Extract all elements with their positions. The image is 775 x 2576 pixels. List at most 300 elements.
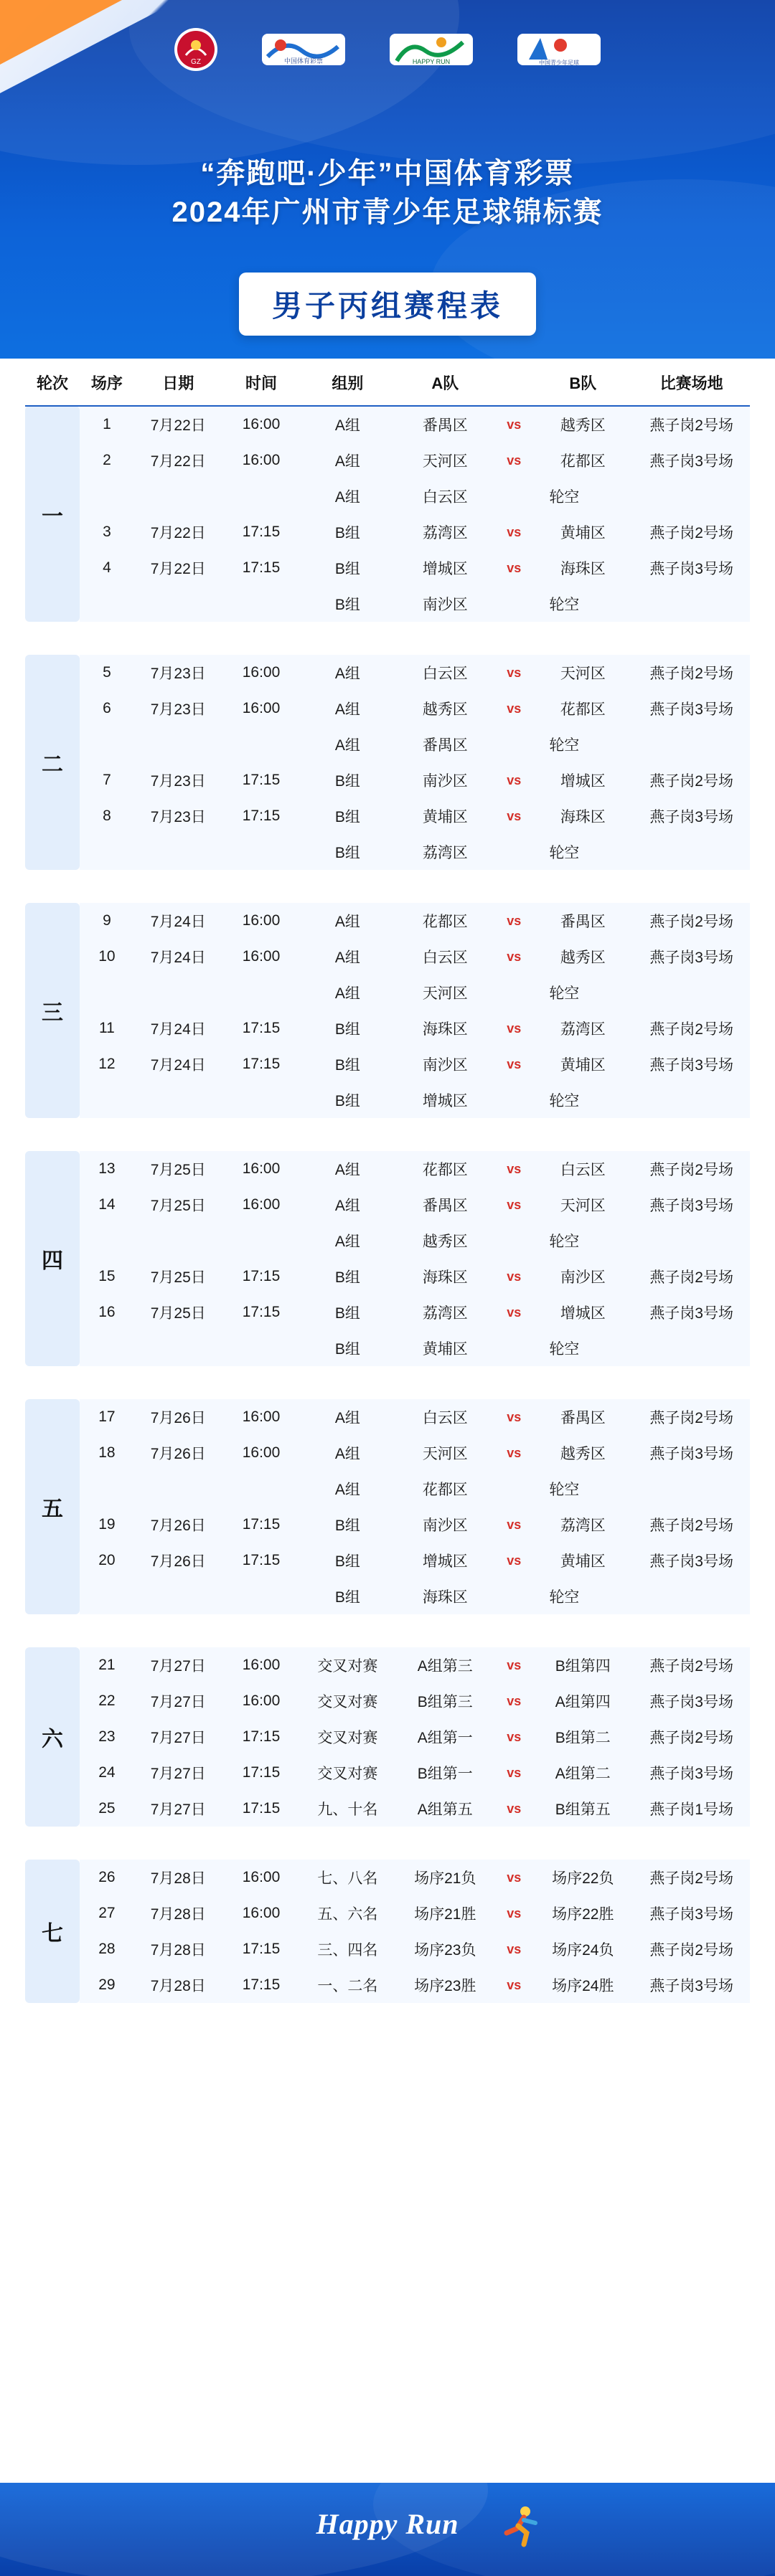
team-a: 场序23负: [395, 1931, 495, 1967]
match-group: B组: [300, 1294, 395, 1330]
team-a: 场序21胜: [395, 1895, 495, 1931]
team-a: 白云区: [395, 1399, 495, 1435]
table-row: [25, 514, 750, 550]
match-group: A组: [300, 442, 395, 478]
team-a: B组第三: [395, 1683, 495, 1719]
match-time: 16:00: [222, 1187, 301, 1223]
title-line-2: 2024年广州市青少年足球锦标赛: [172, 196, 603, 228]
team-b: 场序22胜: [532, 1895, 633, 1931]
poster-header: [0, 0, 775, 359]
svg-text:GZ: GZ: [191, 58, 201, 66]
happy-run-logo: [388, 27, 474, 72]
table-row: [25, 1471, 750, 1507]
logo-row: [0, 27, 775, 72]
runner-icon: [495, 2501, 545, 2555]
match-time: [222, 586, 301, 622]
table-row: [25, 691, 750, 726]
team-a: 荔湾区: [395, 834, 495, 870]
match-no: 22: [80, 1683, 134, 1719]
round-label: 六: [25, 1647, 80, 1827]
team-a: 海珠区: [395, 1578, 495, 1614]
match-time: 16:00: [222, 691, 301, 726]
match-group: B组: [300, 1082, 395, 1118]
match-venue: 燕子岗3号场: [633, 1294, 750, 1330]
match-venue: 燕子岗3号场: [633, 1543, 750, 1578]
team-b: 黄埔区: [532, 1046, 633, 1082]
vs-label: vs: [495, 1046, 532, 1082]
title-line-1: “奔跑吧·少年”中国体育彩票: [200, 158, 575, 189]
match-time: [222, 1082, 301, 1118]
match-date: 7月25日: [134, 1259, 222, 1294]
bye-label: 轮空: [495, 478, 633, 514]
team-a: 南沙区: [395, 1046, 495, 1082]
bye-label: 轮空: [495, 1471, 633, 1507]
match-time: 16:00: [222, 406, 301, 442]
match-venue: 燕子岗3号场: [633, 1683, 750, 1719]
team-a: 黄埔区: [395, 1330, 495, 1366]
team-b: 黄埔区: [532, 514, 633, 550]
vs-label: vs: [495, 939, 532, 975]
match-venue: [633, 478, 750, 514]
match-no: [80, 1330, 134, 1366]
team-b: 场序22负: [532, 1860, 633, 1895]
team-b: 荔湾区: [532, 1010, 633, 1046]
table-row: [25, 1082, 750, 1118]
match-group: B组: [300, 1578, 395, 1614]
team-a: 场序21负: [395, 1860, 495, 1895]
match-venue: 燕子岗3号场: [633, 1046, 750, 1082]
vs-label: vs: [495, 550, 532, 586]
col-group: 组别: [300, 359, 395, 406]
team-a: A组第一: [395, 1719, 495, 1755]
match-no: 8: [80, 798, 134, 834]
match-date: 7月26日: [134, 1543, 222, 1578]
match-venue: 燕子岗2号场: [633, 514, 750, 550]
bye-label: 轮空: [495, 975, 633, 1010]
match-group: 七、八名: [300, 1860, 395, 1895]
match-date: 7月22日: [134, 514, 222, 550]
match-venue: 燕子岗2号场: [633, 1507, 750, 1543]
bye-label: 轮空: [495, 1330, 633, 1366]
match-time: 17:15: [222, 798, 301, 834]
match-no: 21: [80, 1647, 134, 1683]
match-venue: 燕子岗3号场: [633, 939, 750, 975]
match-time: [222, 1223, 301, 1259]
match-venue: 燕子岗3号场: [633, 1435, 750, 1471]
svg-text:中国青少年足球: 中国青少年足球: [539, 60, 579, 66]
table-row: [25, 1294, 750, 1330]
guangzhou-fc-logo: [173, 27, 219, 72]
match-group: A组: [300, 939, 395, 975]
table-row: [25, 1647, 750, 1683]
bye-label: 轮空: [495, 586, 633, 622]
team-b: 海珠区: [532, 798, 633, 834]
team-a: A组第五: [395, 1791, 495, 1827]
match-no: 18: [80, 1435, 134, 1471]
match-date: 7月27日: [134, 1755, 222, 1791]
match-time: 16:00: [222, 939, 301, 975]
vs-label: vs: [495, 1399, 532, 1435]
match-no: [80, 1223, 134, 1259]
match-no: [80, 726, 134, 762]
match-date: 7月24日: [134, 1046, 222, 1082]
match-date: [134, 1223, 222, 1259]
round-label: 一: [25, 406, 80, 622]
match-no: [80, 586, 134, 622]
match-no: [80, 975, 134, 1010]
match-date: 7月23日: [134, 762, 222, 798]
vs-label: vs: [495, 1187, 532, 1223]
team-b: 荔湾区: [532, 1507, 633, 1543]
match-date: 7月28日: [134, 1967, 222, 2003]
match-no: [80, 478, 134, 514]
match-time: [222, 1330, 301, 1366]
team-a: 荔湾区: [395, 514, 495, 550]
table-row: [25, 1755, 750, 1791]
team-a: 场序23胜: [395, 1967, 495, 2003]
match-no: 6: [80, 691, 134, 726]
table-header: [25, 359, 750, 406]
team-b: 黄埔区: [532, 1543, 633, 1578]
vs-label: vs: [495, 655, 532, 691]
match-date: 7月22日: [134, 442, 222, 478]
match-group: 交叉对赛: [300, 1755, 395, 1791]
vs-label: vs: [495, 1543, 532, 1578]
match-group: A组: [300, 975, 395, 1010]
round-label: 三: [25, 903, 80, 1118]
match-venue: [633, 1471, 750, 1507]
round-spacer: [25, 870, 750, 903]
match-date: 7月25日: [134, 1151, 222, 1187]
match-no: 23: [80, 1719, 134, 1755]
table-row: [25, 1151, 750, 1187]
match-no: 29: [80, 1967, 134, 2003]
table-row: [25, 939, 750, 975]
table-row: [25, 1895, 750, 1931]
round-label: 五: [25, 1399, 80, 1614]
youth-football-logo: [516, 27, 602, 72]
vs-label: vs: [495, 1010, 532, 1046]
match-group: A组: [300, 691, 395, 726]
match-no: 1: [80, 406, 134, 442]
match-date: [134, 1578, 222, 1614]
vs-label: vs: [495, 406, 532, 442]
match-group: A组: [300, 655, 395, 691]
match-group: A组: [300, 903, 395, 939]
match-venue: 燕子岗2号场: [633, 1931, 750, 1967]
table-row: [25, 1860, 750, 1895]
vs-label: vs: [495, 514, 532, 550]
team-a: 南沙区: [395, 1507, 495, 1543]
table-row: [25, 798, 750, 834]
match-time: [222, 1471, 301, 1507]
round-label: 四: [25, 1151, 80, 1366]
match-no: 9: [80, 903, 134, 939]
match-date: [134, 1330, 222, 1366]
match-venue: 燕子岗2号场: [633, 406, 750, 442]
col-venue: 比赛场地: [633, 359, 750, 406]
match-date: [134, 726, 222, 762]
vs-label: vs: [495, 1259, 532, 1294]
match-date: 7月23日: [134, 798, 222, 834]
team-a: 天河区: [395, 442, 495, 478]
team-a: 番禺区: [395, 726, 495, 762]
match-group: A组: [300, 726, 395, 762]
team-a: 荔湾区: [395, 1294, 495, 1330]
match-group: B组: [300, 762, 395, 798]
table-row: [25, 1330, 750, 1366]
match-time: [222, 1578, 301, 1614]
match-no: 14: [80, 1187, 134, 1223]
match-venue: 燕子岗2号场: [633, 1259, 750, 1294]
svg-text:HAPPY RUN: HAPPY RUN: [412, 58, 451, 65]
match-time: 17:15: [222, 1259, 301, 1294]
match-no: 19: [80, 1507, 134, 1543]
team-b: A组第二: [532, 1755, 633, 1791]
match-no: 26: [80, 1860, 134, 1895]
match-date: 7月24日: [134, 903, 222, 939]
team-b: 南沙区: [532, 1259, 633, 1294]
match-time: [222, 834, 301, 870]
match-time: 17:15: [222, 1507, 301, 1543]
match-date: 7月22日: [134, 550, 222, 586]
table-row: [25, 1791, 750, 1827]
col-teams: [395, 359, 633, 406]
bye-label: 轮空: [495, 1082, 633, 1118]
match-no: 12: [80, 1046, 134, 1082]
team-b: 越秀区: [532, 1435, 633, 1471]
match-venue: 燕子岗2号场: [633, 1647, 750, 1683]
table-row: [25, 550, 750, 586]
table-row: [25, 975, 750, 1010]
svg-text:中国体育彩票: 中国体育彩票: [283, 57, 324, 65]
round-spacer: [25, 1366, 750, 1399]
team-b: 天河区: [532, 1187, 633, 1223]
team-a: 天河区: [395, 975, 495, 1010]
team-b: B组第五: [532, 1791, 633, 1827]
match-group: 九、十名: [300, 1791, 395, 1827]
table-row: [25, 1719, 750, 1755]
match-time: 16:00: [222, 1683, 301, 1719]
match-time: 17:15: [222, 1719, 301, 1755]
table-row: [25, 1399, 750, 1435]
table-row: [25, 586, 750, 622]
match-group: A组: [300, 1223, 395, 1259]
match-group: A组: [300, 406, 395, 442]
match-group: A组: [300, 1435, 395, 1471]
bye-label: 轮空: [495, 1223, 633, 1259]
schedule-table-wrap: [0, 359, 775, 2003]
match-group: A组: [300, 1151, 395, 1187]
col-no: 场序: [80, 359, 134, 406]
match-date: 7月24日: [134, 1010, 222, 1046]
match-no: [80, 1471, 134, 1507]
team-a: 南沙区: [395, 586, 495, 622]
table-row: [25, 1435, 750, 1471]
vs-label: vs: [495, 1647, 532, 1683]
match-venue: 燕子岗3号场: [633, 1895, 750, 1931]
team-b: 天河区: [532, 655, 633, 691]
match-date: 7月26日: [134, 1507, 222, 1543]
match-venue: [633, 834, 750, 870]
vs-label: vs: [495, 1435, 532, 1471]
match-venue: 燕子岗3号场: [633, 798, 750, 834]
round-label: 二: [25, 655, 80, 870]
team-a: 增城区: [395, 1543, 495, 1578]
match-time: 17:15: [222, 1931, 301, 1967]
vs-label: vs: [495, 1967, 532, 2003]
vs-label: vs: [495, 1895, 532, 1931]
round-label: 七: [25, 1860, 80, 2003]
match-date: 7月24日: [134, 939, 222, 975]
table-row: [25, 762, 750, 798]
team-a: B组第一: [395, 1755, 495, 1791]
team-a: 花都区: [395, 903, 495, 939]
match-group: B组: [300, 1507, 395, 1543]
match-venue: 燕子岗3号场: [633, 1967, 750, 2003]
match-group: 五、六名: [300, 1895, 395, 1931]
bye-label: 轮空: [495, 1578, 633, 1614]
team-b: 花都区: [532, 442, 633, 478]
match-date: 7月23日: [134, 691, 222, 726]
team-a: 海珠区: [395, 1259, 495, 1294]
table-row: [25, 655, 750, 691]
match-venue: 燕子岗2号场: [633, 1010, 750, 1046]
vs-label: vs: [495, 1755, 532, 1791]
match-venue: 燕子岗3号场: [633, 691, 750, 726]
match-time: 17:15: [222, 1010, 301, 1046]
match-group: 一、二名: [300, 1967, 395, 2003]
match-no: 20: [80, 1543, 134, 1578]
match-venue: 燕子岗3号场: [633, 550, 750, 586]
match-time: [222, 478, 301, 514]
team-b: B组第四: [532, 1647, 633, 1683]
table-row: [25, 1543, 750, 1578]
match-time: 17:15: [222, 762, 301, 798]
team-a: 黄埔区: [395, 798, 495, 834]
table-row: [25, 1259, 750, 1294]
team-b: 增城区: [532, 762, 633, 798]
team-a: 花都区: [395, 1471, 495, 1507]
match-no: 17: [80, 1399, 134, 1435]
match-time: 16:00: [222, 1647, 301, 1683]
team-b: 番禺区: [532, 1399, 633, 1435]
table-row: [25, 726, 750, 762]
team-b: 越秀区: [532, 939, 633, 975]
schedule-table: [25, 359, 750, 2003]
match-date: [134, 1082, 222, 1118]
match-venue: 燕子岗2号场: [633, 655, 750, 691]
match-group: 交叉对赛: [300, 1719, 395, 1755]
match-date: 7月28日: [134, 1931, 222, 1967]
col-team-b: B队: [569, 374, 597, 392]
team-b: A组第四: [532, 1683, 633, 1719]
vs-label: vs: [495, 1931, 532, 1967]
vs-label: vs: [495, 1719, 532, 1755]
team-a: A组第三: [395, 1647, 495, 1683]
match-date: 7月27日: [134, 1719, 222, 1755]
team-a: 增城区: [395, 550, 495, 586]
table-row: [25, 1187, 750, 1223]
match-time: 17:15: [222, 1791, 301, 1827]
table-row: [25, 1578, 750, 1614]
match-venue: 燕子岗3号场: [633, 1755, 750, 1791]
match-no: 7: [80, 762, 134, 798]
table-row: [25, 406, 750, 442]
table-row: [25, 1010, 750, 1046]
team-b: 白云区: [532, 1151, 633, 1187]
match-date: 7月25日: [134, 1187, 222, 1223]
vs-label: vs: [495, 442, 532, 478]
match-time: 16:00: [222, 1399, 301, 1435]
match-time: 16:00: [222, 1860, 301, 1895]
match-date: [134, 478, 222, 514]
team-a: 天河区: [395, 1435, 495, 1471]
team-a: 海珠区: [395, 1010, 495, 1046]
table-row: [25, 1683, 750, 1719]
team-b: 场序24负: [532, 1931, 633, 1967]
match-no: 4: [80, 550, 134, 586]
match-date: 7月28日: [134, 1860, 222, 1895]
match-date: 7月27日: [134, 1791, 222, 1827]
col-date: 日期: [134, 359, 222, 406]
match-no: 28: [80, 1931, 134, 1967]
team-b: 越秀区: [532, 406, 633, 442]
match-group: 交叉对赛: [300, 1647, 395, 1683]
match-time: 16:00: [222, 1895, 301, 1931]
match-group: B组: [300, 1543, 395, 1578]
match-group: A组: [300, 478, 395, 514]
footer-brand: Happy Run: [316, 2508, 459, 2540]
match-venue: [633, 586, 750, 622]
vs-label: vs: [495, 1860, 532, 1895]
match-venue: 燕子岗2号场: [633, 762, 750, 798]
bye-label: 轮空: [495, 726, 633, 762]
match-group: A组: [300, 1187, 395, 1223]
col-round: 轮次: [25, 359, 80, 406]
match-venue: 燕子岗2号场: [633, 1399, 750, 1435]
match-venue: [633, 1330, 750, 1366]
match-no: 11: [80, 1010, 134, 1046]
match-venue: 燕子岗1号场: [633, 1791, 750, 1827]
table-row: [25, 1046, 750, 1082]
round-spacer: [25, 1827, 750, 1860]
match-no: 27: [80, 1895, 134, 1931]
team-a: 增城区: [395, 1082, 495, 1118]
match-time: 17:15: [222, 1294, 301, 1330]
match-venue: 燕子岗3号场: [633, 1187, 750, 1223]
col-time: 时间: [222, 359, 301, 406]
match-group: 三、四名: [300, 1931, 395, 1967]
match-time: 16:00: [222, 1435, 301, 1471]
vs-label: vs: [495, 1294, 532, 1330]
match-group: B组: [300, 834, 395, 870]
round-spacer: [25, 1614, 750, 1647]
match-group: B组: [300, 1010, 395, 1046]
team-a: 白云区: [395, 478, 495, 514]
match-date: [134, 975, 222, 1010]
table-row: [25, 1223, 750, 1259]
match-venue: [633, 726, 750, 762]
match-date: 7月28日: [134, 1895, 222, 1931]
poster-title: [0, 154, 775, 232]
match-no: [80, 1082, 134, 1118]
table-row: [25, 1967, 750, 2003]
col-team-a: A队: [431, 374, 459, 392]
match-group: A组: [300, 1471, 395, 1507]
match-no: 2: [80, 442, 134, 478]
poster-subtitle-box: [239, 273, 536, 336]
